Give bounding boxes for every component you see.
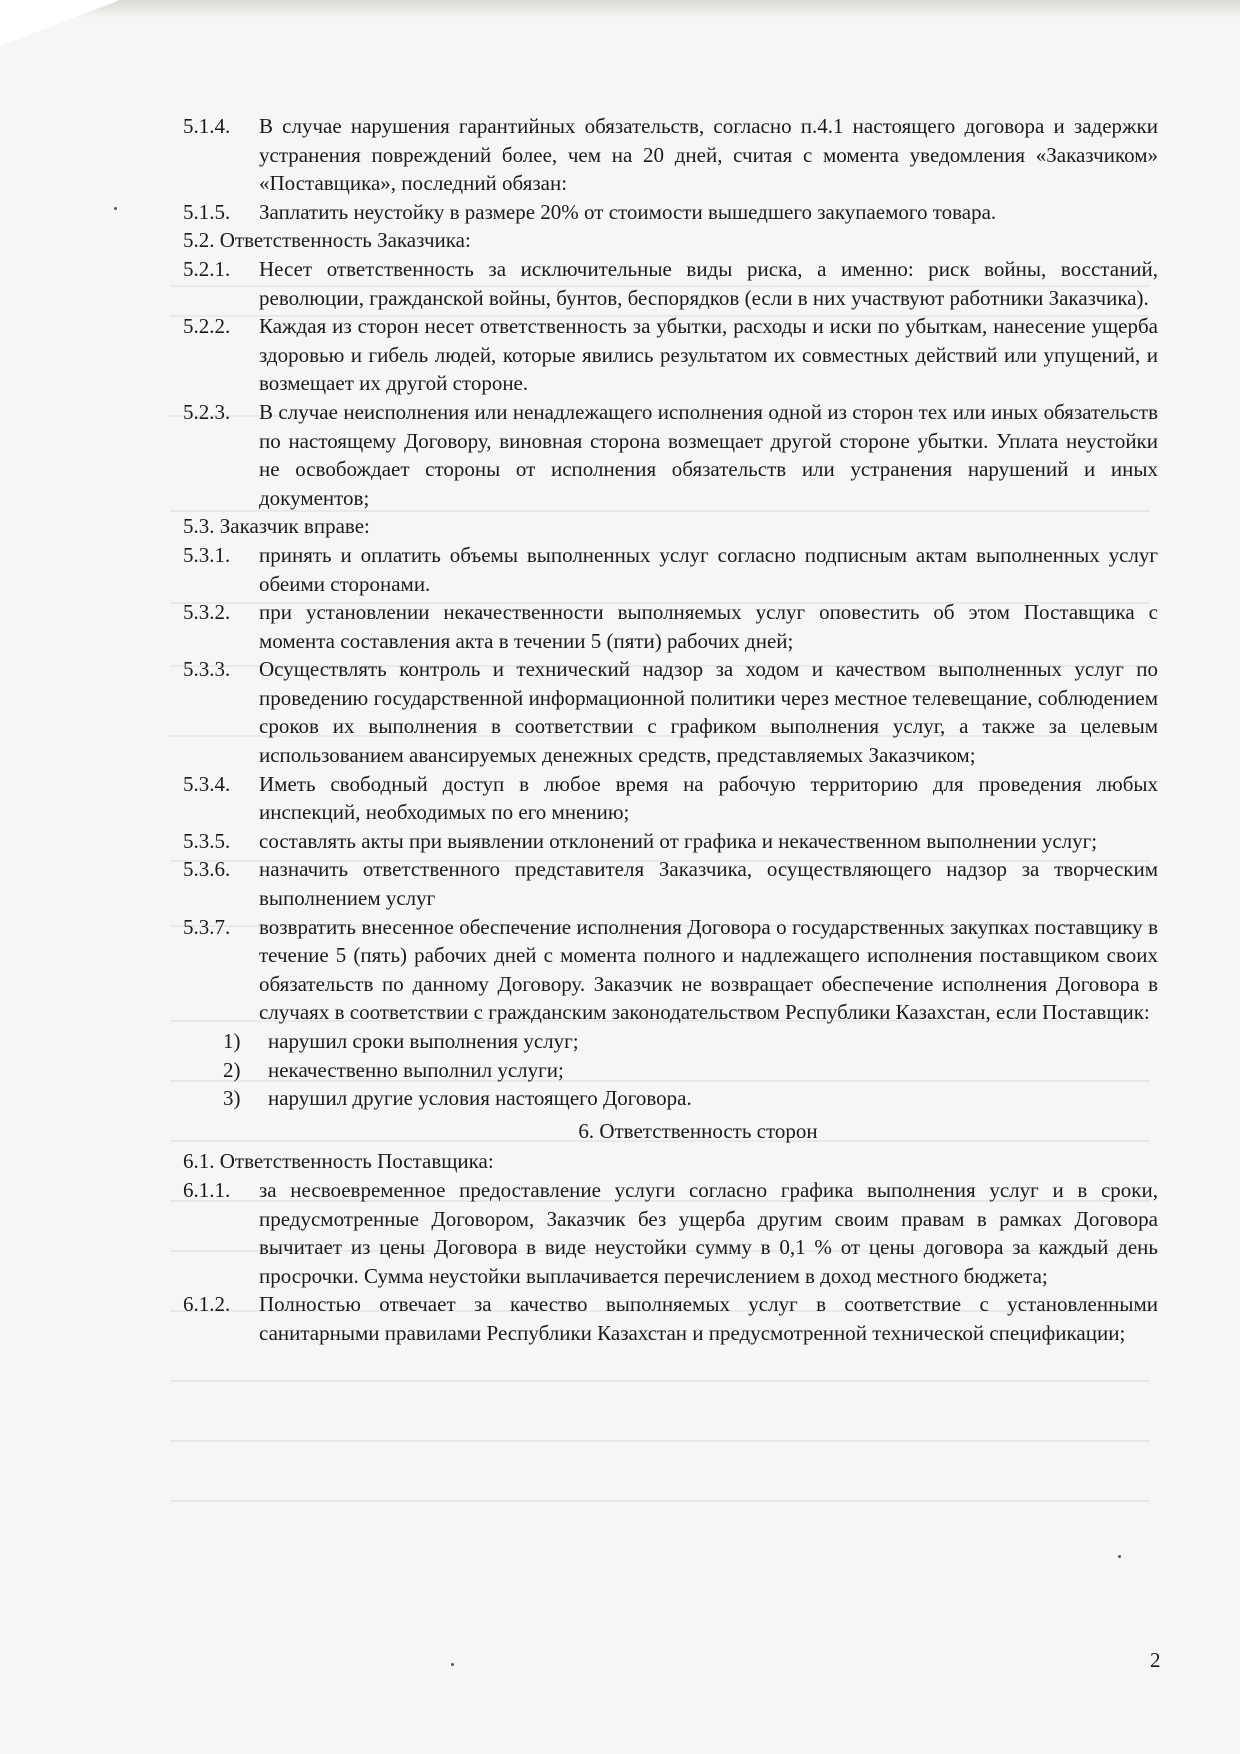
clause-number: 5.3.1. — [183, 542, 231, 567]
clause-number: 5.3.5. — [183, 828, 231, 853]
section-6-heading: 6. Ответственность сторон — [578, 1118, 818, 1143]
clause-number: 5.3.7. — [183, 914, 231, 939]
clause-text: возвратить внесенное обеспечение исполнения Договора о государственных закупках поставщику в течение 5 (пять) рабочих дней с момента полного и надлежащего исполнения поставщиком своих обязательств по данному Договору. Заказчик не возвращает обеспечение исполнения Договора в случаях в соответствии с гражданским законодательством Республики Казахстан, если Поставщик: — [259, 914, 1158, 1025]
clause-5-3-3 — [183, 655, 1158, 769]
clause-text: за несвоевременное предоставление услуги согласно графика выполнения услуг и в сроки, предусмотренные Договором, Заказчик без ущерба другим своим правам в рамках Договора вычитает из цены Договора в виде неустойки сумму в 0,1 % от цены договора за каждый день просрочки. Сумма неустойки выплачивается перечислением в доход местного бюджета; — [259, 1177, 1158, 1288]
clause-number: 5.2.2. — [183, 314, 231, 339]
clause-number: 5.2.1. — [183, 256, 231, 281]
scan-speck — [1118, 1555, 1121, 1558]
clause-number: 5.2.3. — [183, 399, 231, 424]
clause-5-2-1 — [183, 255, 1158, 312]
document-page — [183, 112, 1158, 1348]
folded-corner — [0, 0, 120, 46]
clause-text: Полностью отвечает за качество выполняемых услуг в соответствие с установленными санитарными правилами Республики Казахстан и предусмотренной технической спецификации; — [259, 1292, 1158, 1345]
clause-text: В случае нарушения гарантийных обязательств, согласно п.4.1 настоящего договора и задержки устранения повреждений более, чем на 20 дней, считая с момента уведомления «Заказчиком» «Поставщика», последний обязан: — [259, 114, 1158, 196]
list-number: 1) — [223, 1029, 241, 1053]
scan-speck — [114, 207, 117, 210]
list-item-3 — [183, 1084, 1158, 1113]
clause-5-3-1 — [183, 541, 1158, 598]
list-item-2 — [183, 1056, 1158, 1085]
clause-5-3-5 — [183, 827, 1158, 856]
clause-number: 5.1.5. — [183, 199, 231, 224]
clause-5-1-4 — [183, 112, 1158, 198]
clause-5-3-6 — [183, 855, 1158, 912]
clause-5-2-3 — [183, 398, 1158, 512]
clause-text: Заплатить неустойку в размере 20% от стоимости вышедшего закупаемого товара. — [259, 199, 997, 224]
clause-5-3-2 — [183, 598, 1158, 655]
clause-number: 5.3.4. — [183, 771, 231, 796]
list-item-1 — [183, 1027, 1158, 1056]
clause-text: Иметь свободный доступ в любое время на рабочую территорию для проведения любых инспекций, необходимых по его мнению; — [259, 771, 1158, 825]
clause-text: Каждая из сторон несет ответственность за убытки, расходы и иски по убыткам, нанесение ущерба здоровью и гибель людей, которые явились результатом их совместных действий или упущений, и возмещает их другой стороне. — [259, 314, 1158, 396]
list-text: некачественно выполнил услуги; — [268, 1057, 564, 1082]
clause-text: Несет ответственность за исключительные виды риска, а именно: риск войны, восстаний, революции, гражданской войны, бунтов, беспорядков (если в них участвуют работники Заказчика). — [259, 256, 1158, 310]
section-5-3-title: 5.3. Заказчик вправе: — [183, 514, 370, 539]
clause-number: 5.3.3. — [183, 657, 231, 682]
scan-top-shadow — [0, 0, 1240, 18]
clause-text: назначить ответственного представителя Заказчика, осуществляющего надзор за творческим выполнением услуг — [259, 857, 1158, 911]
clause-5-1-5 — [183, 198, 1158, 227]
list-text: нарушил сроки выполнения услуг; — [268, 1029, 579, 1053]
clause-5-3-7 — [183, 913, 1158, 1027]
list-number: 2) — [223, 1057, 241, 1082]
clause-text: принять и оплатить объемы выполненных услуг согласно подписным актам выполненных услуг обеими сторонами. — [259, 542, 1158, 596]
list-number: 3) — [223, 1086, 241, 1111]
clause-number: 6.1.1. — [183, 1177, 231, 1202]
section-5-2-title: 5.2. Ответственность Заказчика: — [183, 228, 471, 253]
scan-speck — [451, 1663, 454, 1666]
clause-text: при установлении некачественности выполняемых услуг оповестить об этом Поставщика с момента составления акта в течении 5 (пяти) рабочих дней; — [259, 600, 1158, 653]
list-text: нарушил другие условия настоящего Договора. — [268, 1086, 692, 1111]
clause-5-2-2 — [183, 312, 1158, 398]
clause-6-1-1 — [183, 1176, 1158, 1290]
clause-number: 6.1.2. — [183, 1292, 231, 1317]
section-6-1-title: 6.1. Ответственность Поставщика: — [183, 1149, 494, 1174]
clause-number: 5.3.2. — [183, 600, 231, 625]
page-number: 2 — [1150, 1648, 1161, 1672]
clause-text: Осуществлять контроль и технический надзор за ходом и качеством выполненных услуг по проведению государственной информационной политики через местное телевещание, соблюдением сроков их выполнения в соответствии с графиком выполнения услуг, а также за целевым использованием авансируемых денежных средств, представляемых Заказчиком; — [259, 657, 1158, 768]
clause-5-3-4 — [183, 770, 1158, 827]
clause-number: 5.3.6. — [183, 857, 231, 882]
clause-text: В случае неисполнения или ненадлежащего исполнения одной из сторон тех или иных обязательств по настоящему Договору, виновная сторона возмещает другой стороне убытки. Уплата неустойки не освобождает стороны от исполнения обязательств или устранения нарушений и иных документов; — [259, 399, 1158, 510]
clause-6-1-2 — [183, 1290, 1158, 1347]
clause-number: 5.1.4. — [183, 114, 231, 138]
clause-text: составлять акты при выявлении отклонений от графика и некачественном выполнении услуг; — [259, 828, 1098, 853]
